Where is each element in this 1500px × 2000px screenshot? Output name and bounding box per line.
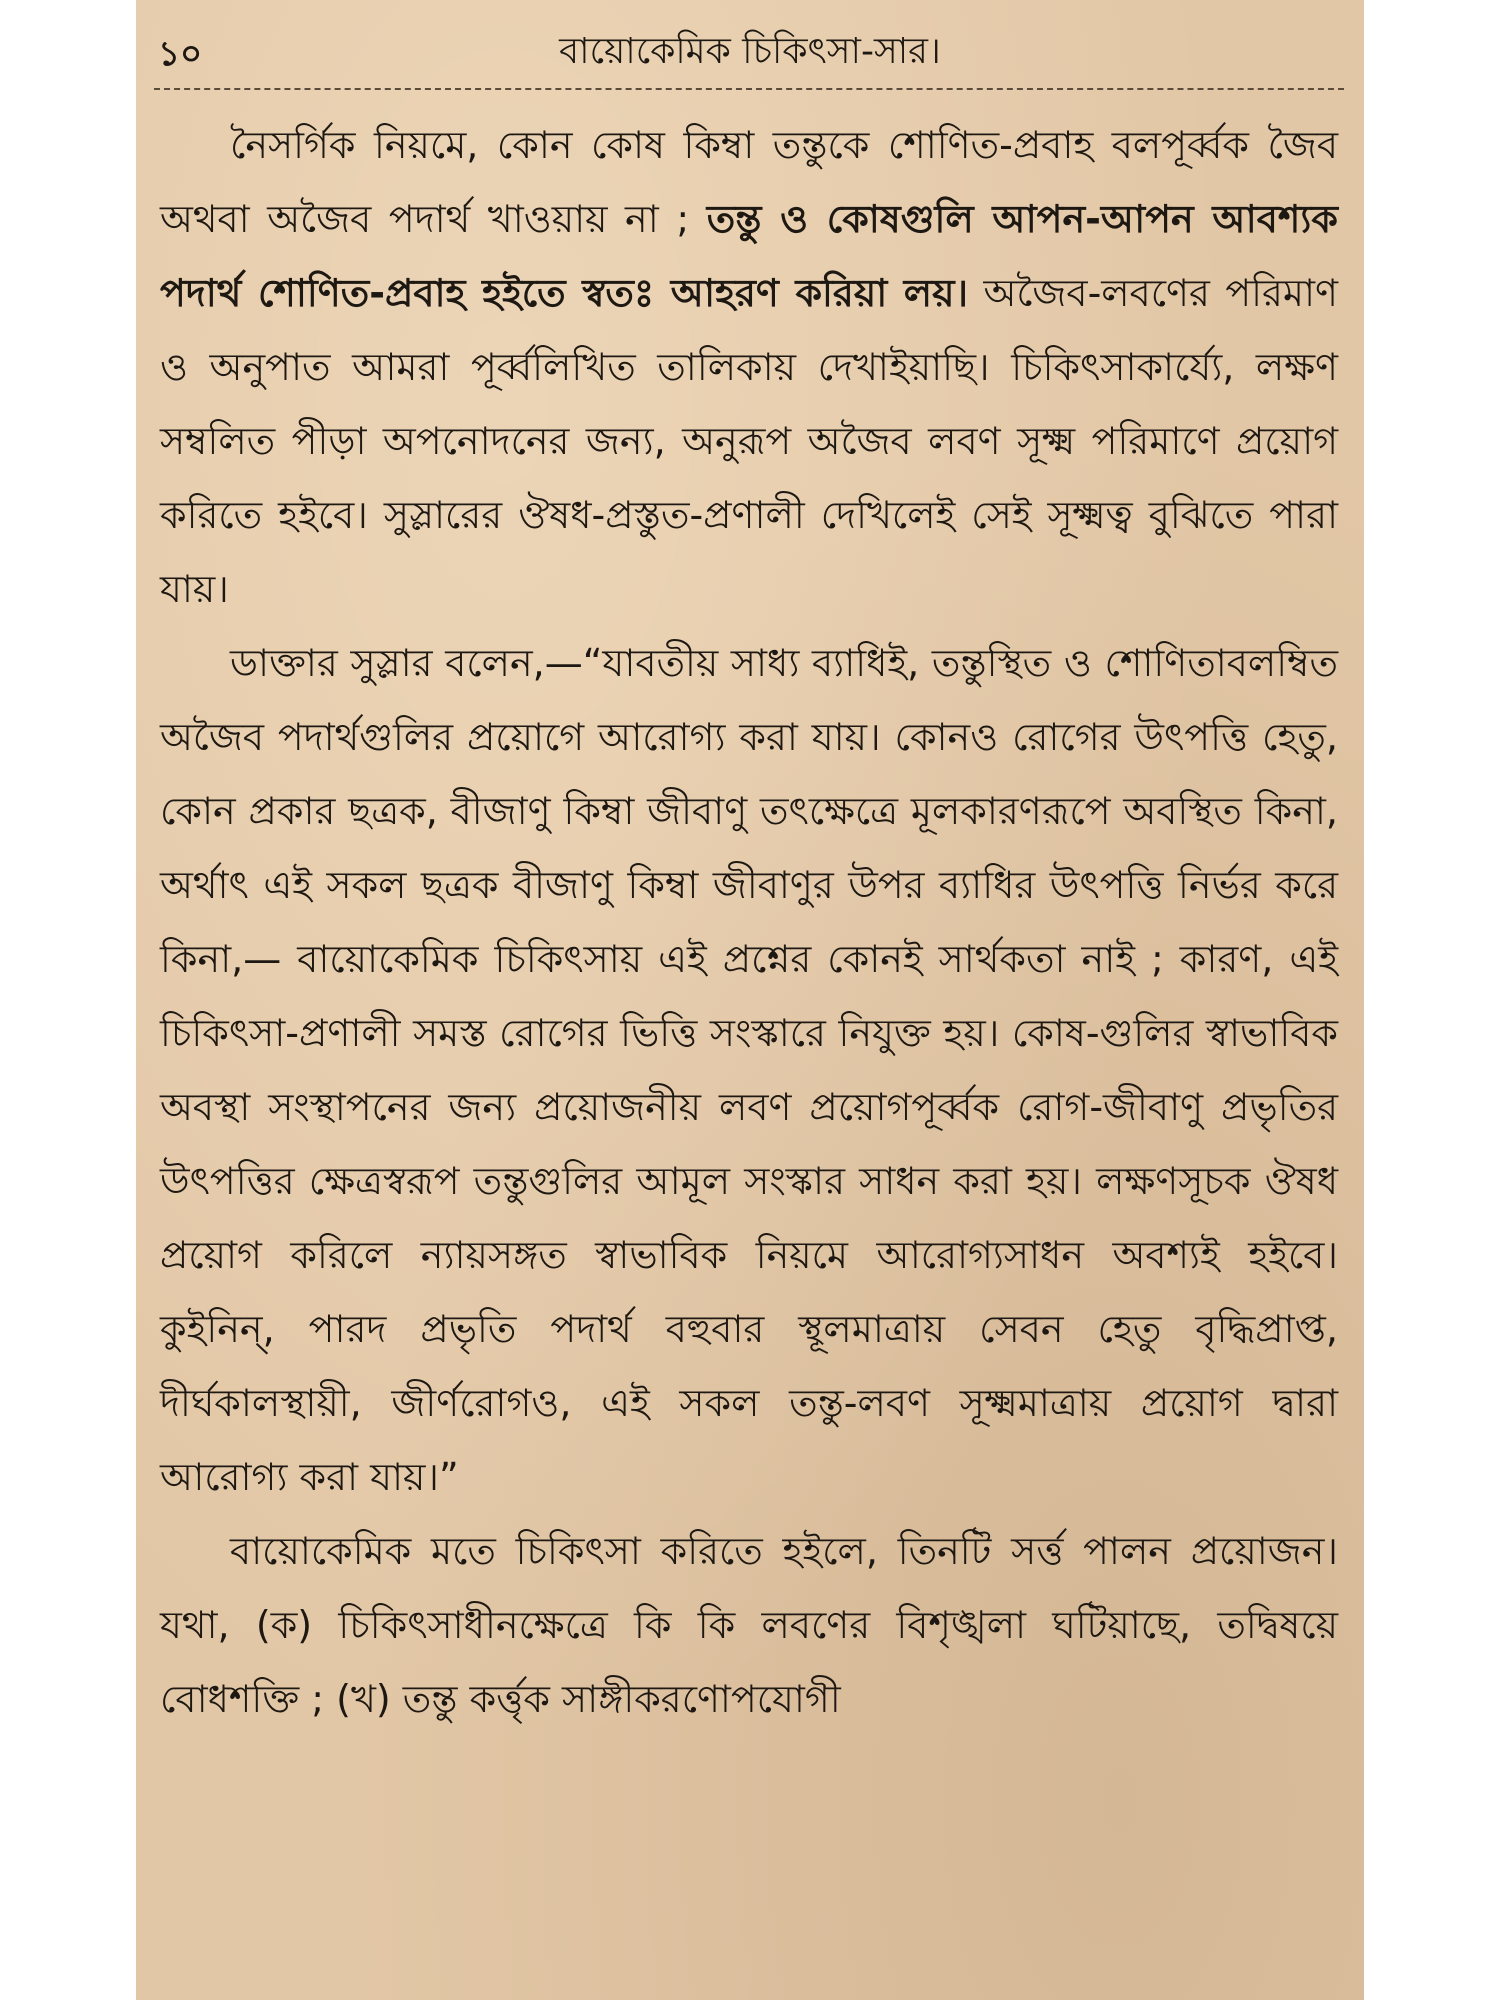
paragraph-1-bold-text: তন্তু ও কোষগুলি আপন-আপন আবশ্যক পদার্থ শোণিত-প্রবাহ হইতে স্বতঃ আহরণ করিয়া লয়। [160, 197, 1338, 315]
paragraph-2: ডাক্তার সুস্লার বলেন,—“যাবতীয় সাধ্য ব্যাধিই, তন্তুস্থিত ও শোণিতাবলম্বিত অজৈব পদার্থগুলির প্রয়োগে আরোগ্য করা যায়। কোনও রোগের উৎপত্তি হেতু, কোন প্রকার ছত্রক, বীজাণু কিম্বা জীবাণু তৎক্ষেত্রে মূলকারণরূপে অবস্থিত কিনা, অর্থাৎ এই সকল ছত্রক বীজাণু কিম্বা জীবাণুর উপর ব্যাধির উৎপত্তি নির্ভর করে কিনা,— বায়োকেমিক চিকিৎসায় এই প্রশ্নের কোনই সার্থকতা নাই ; কারণ, এই চিকিৎসা-প্রণালী সমস্ত রোগের ভিত্তি সংস্কারে নিযুক্ত হয়। কোষ-গুলির স্বাভাবিক অবস্থা সংস্থাপনের জন্য প্রয়োজনীয় লবণ প্রয়োগপূর্ব্বক রোগ-জীবাণু প্রভৃতির উৎপত্তির ক্ষেত্রস্বরূপ তন্তুগুলির আমূল সংস্কার সাধন করা হয়। লক্ষণসূচক ঔষধ প্রয়োগ করিলে ন্যায়সঙ্গত স্বাভাবিক নিয়মে আরোগ্যসাধন অবশ্যই হইবে। কুইনিন্, পারদ প্রভৃতি পদার্থ বহুবার স্থূলমাত্রায় সেবন হেতু বৃদ্ধিপ্রাপ্ত, দীর্ঘকালস্থায়ী, জীর্ণরোগও, এই সকল তন্তু-লবণ সূক্ষ্মমাত্রায় প্রয়োগ দ্বারা আরোগ্য করা যায়।” [160, 641, 1338, 1499]
page-number: ১০ [158, 34, 203, 74]
page-header [136, 20, 1364, 80]
book-page [136, 0, 1364, 2000]
body-text [160, 108, 1338, 1736]
running-title: বায়োকেমিক চিকিৎসা-সার। [559, 31, 941, 72]
header-divider [154, 88, 1344, 90]
paragraph-1-text-end: অজৈব-লবণের পরিমাণ ও অনুপাত আমরা পূর্ব্বলিখিত তালিকায় দেখাইয়াছি। চিকিৎসাকার্য্যে, লক্ষণ সম্বলিত পীড়া অপনোদনের জন্য, অনুরূপ অজৈব লবণ সূক্ষ্ম পরিমাণে প্রয়োগ করিতে হইবে। সুস্লারের ঔষধ-প্রস্তুত-প্রণালী দেখিলেই সেই সূক্ষ্মত্ব বুঝিতে পারা যায়। [160, 271, 1338, 611]
paragraph-3: বায়োকেমিক মতে চিকিৎসা করিতে হইলে, তিনটি সর্ত্ত পালন প্রয়োজন। যথা, (ক) চিকিৎসাধীনক্ষেত্রে কি কি লবণের বিশৃঙ্খলা ঘটিয়াছে, তদ্বিষয়ে বোধশক্তি ; (খ) তন্তু কর্ত্তৃক সাঙ্গীকরণোপযোগী [160, 1529, 1338, 1721]
paragraph-1 [160, 108, 1338, 626]
paragraph-1-text-start: নৈসর্গিক নিয়মে, কোন কোষ কিম্বা তন্তুকে শোণিত-প্রবাহ বলপূর্ব্বক জৈব অথবা অজৈব পদার্থ খাওয়ায় না ; [160, 123, 1338, 241]
